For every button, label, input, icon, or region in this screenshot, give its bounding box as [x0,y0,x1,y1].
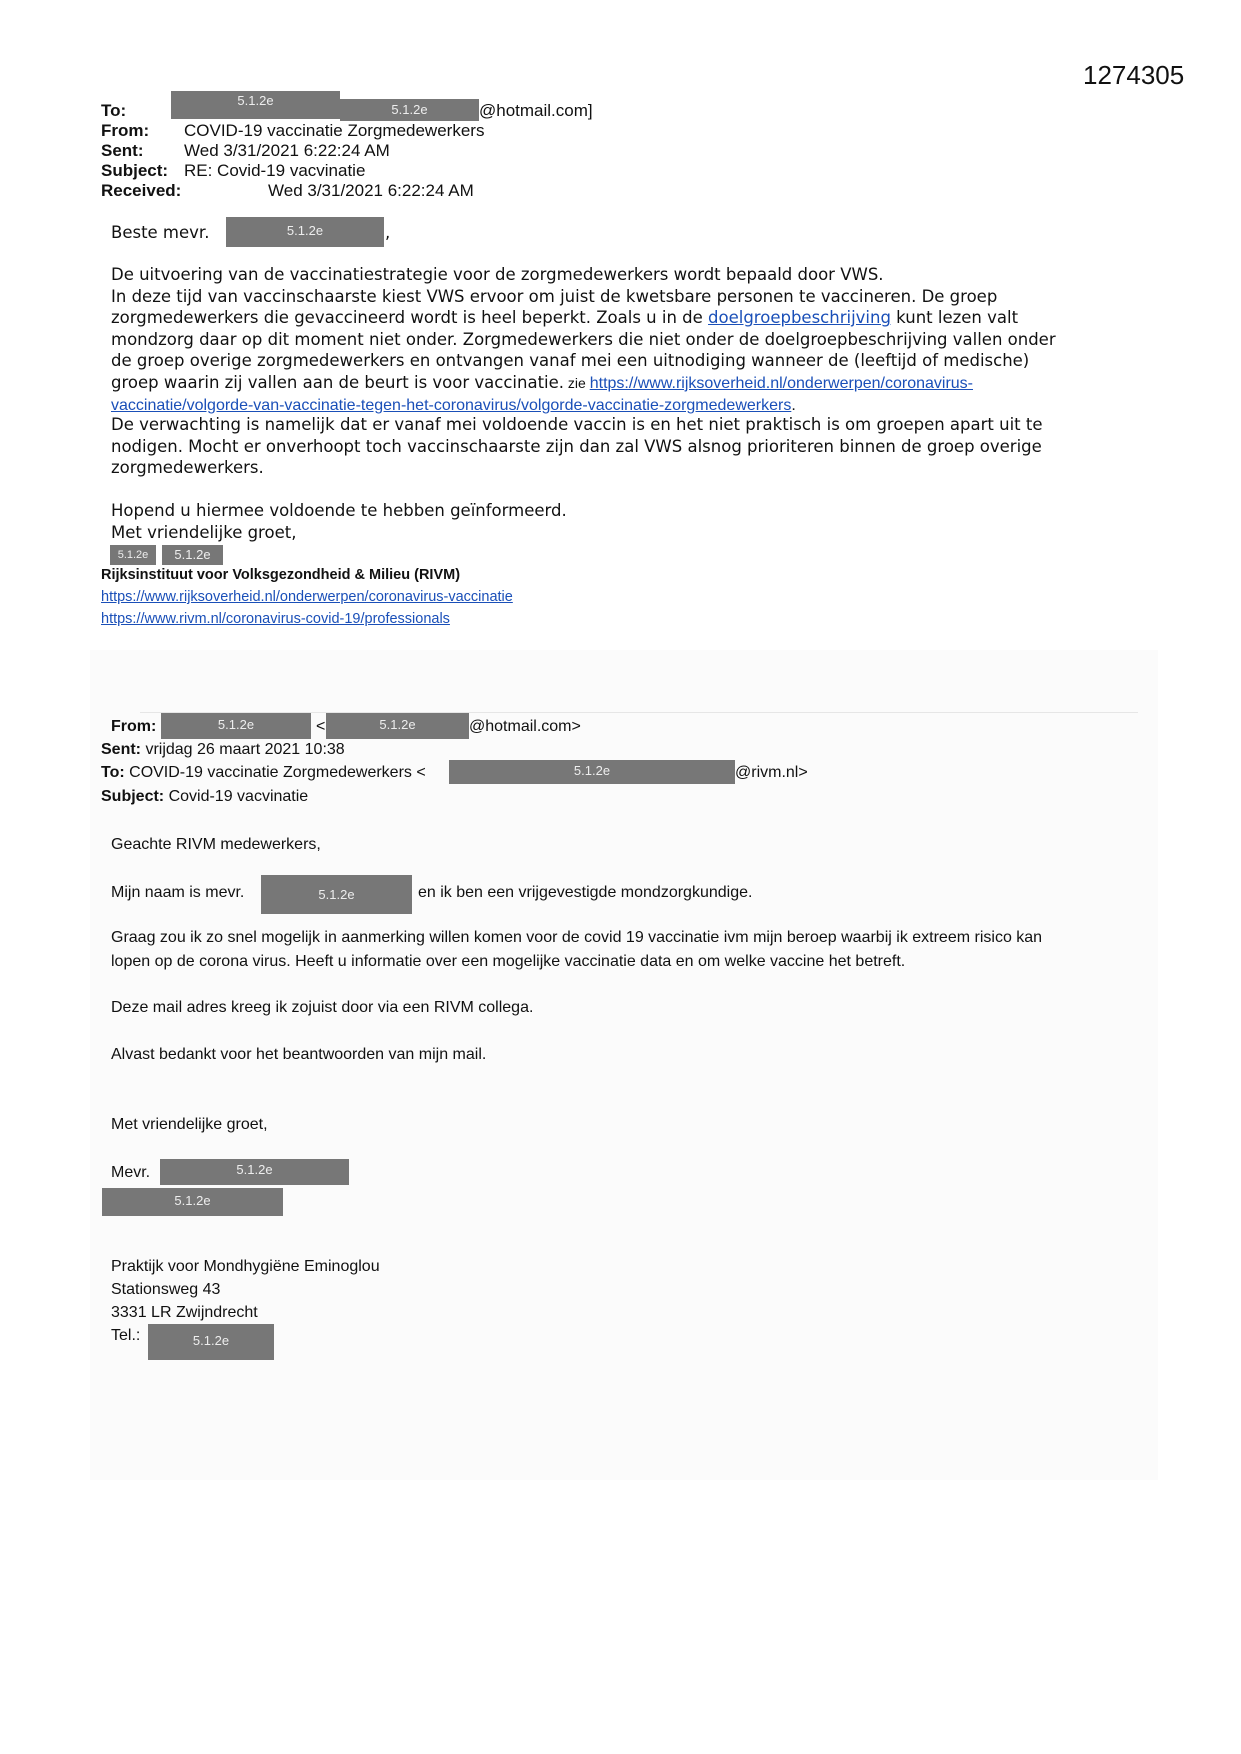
reply-p1-line3a: zorgmedewerkers die gevaccineerd wordt is heel beperkt. Zoals u in de [111,308,709,327]
from-value: COVID-19 vaccinatie Zorgmedewerkers [184,121,485,140]
doelgroepbeschrijving-link[interactable]: doelgroepbeschrijving [708,308,891,327]
subject-label: Subject: [101,161,169,180]
redacted-sender-name: 5.1.2e [162,545,223,565]
sent-value: Wed 3/31/2021 6:22:24 AM [184,141,390,160]
vaccination-order-link-part2[interactable]: vaccinatie/volgorde-van-vaccinatie-tegen-het-coronavirus/volgorde-vaccinatie-zorgmedewerkers [111,396,792,414]
orig-closing: Met vriendelijke groet, [111,1116,268,1133]
to-email-suffix: @hotmail.com] [479,101,593,120]
orig-p2: Deze mail adres kreeg ik zojuist door via een RIVM collega. [111,999,534,1016]
orig-from-suffix: @hotmail.com> [469,718,581,735]
reply-paragraph-2 [111,414,1131,479]
redacted-orig-from-name: 5.1.2e [161,713,311,739]
redacted-orig-from-email: 5.1.2e [326,713,469,739]
reply-p1-line4: mondzorg daar op dit moment niet onder. Zorgmedewerkers die niet onder de doelgroepbeschrijving vallen onder [111,329,1056,349]
redacted-recipient-name: 5.1.2e [226,217,384,247]
practice-city: 3331 LR Zwijndrecht [111,1304,258,1321]
orig-to-label: To: [101,764,125,781]
reply-p1-line6: groep waarin zij vallen aan de beurt is voor vaccinatie. [111,372,565,392]
orig-p1-line2: lopen op de corona virus. Heeft u informatie over een mogelijke vaccinatie data en om welke vaccine het betreft. [111,953,906,970]
orig-sig-prefix: Mevr. [111,1164,151,1181]
sent-label: Sent: [101,141,144,160]
rijksoverheid-vaccination-link[interactable]: https://www.rijksoverheid.nl/onderwerpen/coronavirus-vaccinatie [101,589,513,605]
orig-name-prefix: Mijn naam is mevr. [111,884,245,901]
orig-p3: Alvast bedankt voor het beantwoorden van mijn mail. [111,1046,487,1063]
orig-to-suffix: @rivm.nl> [735,764,808,781]
reply-closing-1: Hopend u hiermee voldoende te hebben geïnformeerd. [111,501,567,520]
orig-greeting: Geachte RIVM medewerkers, [111,836,321,853]
reply-p1-line3b: kunt lezen valt [890,308,1019,327]
practice-name: Praktijk voor Mondhygiëne Eminoglou [111,1258,380,1275]
reply-p2-line3: zorgmedewerkers. [111,458,264,477]
redacted-sender-initial: 5.1.2e [110,545,156,565]
orig-subject-value: Covid-19 vacvinatie [164,788,309,805]
orig-from-lt: < [316,718,326,735]
practice-street: Stationsweg 43 [111,1281,221,1298]
reply-closing-2: Met vriendelijke groet, [111,523,297,542]
to-label: To: [101,101,127,120]
redacted-orig-sig-name: 5.1.2e [160,1159,349,1185]
redacted-to-name-1: 5.1.2e [171,91,340,119]
orig-sent-label: Sent: [101,741,141,758]
orig-p1-line1: Graag zou ik zo snel mogelijk in aanmerking willen komen voor de covid 19 vaccinatie ivm mijn beroep waarbij ik extreem risico kan [111,929,1043,946]
reply-p1-line1: De uitvoering van de vaccinatiestrategie voor de zorgmedewerkers wordt bepaald door VWS. [111,265,884,284]
from-label: From: [101,121,150,140]
orig-to-value: COVID-19 vaccinatie Zorgmedewerkers < [124,764,426,781]
reply-p2-line1: De verwachting is namelijk dat er vanaf mei voldoende vaccin is en het niet praktisch is om groepen apart uit te [111,415,1043,434]
reply-paragraph-1 [111,264,1131,416]
reply-p2-line2: nodigen. Mocht er onverhoopt toch vaccinschaarste zijn dan zal VWS alsnog prioriteren binnen de groep overige [111,436,1042,456]
rivm-professionals-link[interactable]: https://www.rivm.nl/coronavirus-covid-19/professionals [101,611,450,627]
redacted-orig-to-email: 5.1.2e [449,760,735,784]
reply-p1-url-dot: . [791,396,796,414]
vaccination-order-link-part1[interactable]: https://www.rijksoverheid.nl/onderwerpen/coronavirus- [589,374,973,392]
orig-sent-value: vrijdag 26 maart 2021 10:38 [141,741,345,758]
reply-p1-line2: In deze tijd van vaccinschaarste kiest VWS ervoor om juist de kwetsbare personen te vaccineren. De groep [111,286,998,306]
received-label: Received: [101,181,182,200]
rivm-org-name: Rijksinstituut voor Volksgezondheid & Milieu (RIVM) [101,567,461,583]
redacted-to-name-2: 5.1.2e [340,99,479,121]
document-id: 1274305 [1083,60,1185,90]
reply-p1-line5: de groep overige zorgmedewerkers en ontvangen vanaf mei een uitnodiging wanneer de (leeftijd of medische) [111,351,1030,370]
redacted-orig-sig-line2: 5.1.2e [102,1188,283,1216]
reply-greeting-comma: , [385,223,391,242]
redacted-practice-phone: 5.1.2e [148,1324,274,1360]
orig-name-suffix: en ik ben een vrijgevestigde mondzorgkundige. [418,884,753,901]
practice-tel-label: Tel.: [111,1327,141,1344]
reply-greeting: Beste mevr. [111,223,210,242]
orig-subject-label: Subject: [101,788,165,805]
subject-value: RE: Covid-19 vacvinatie [184,161,366,180]
reply-p1-zie: zie [564,374,590,391]
redacted-orig-sender-name: 5.1.2e [261,875,412,914]
received-value: Wed 3/31/2021 6:22:24 AM [268,181,474,200]
orig-from-label: From: [111,718,157,735]
